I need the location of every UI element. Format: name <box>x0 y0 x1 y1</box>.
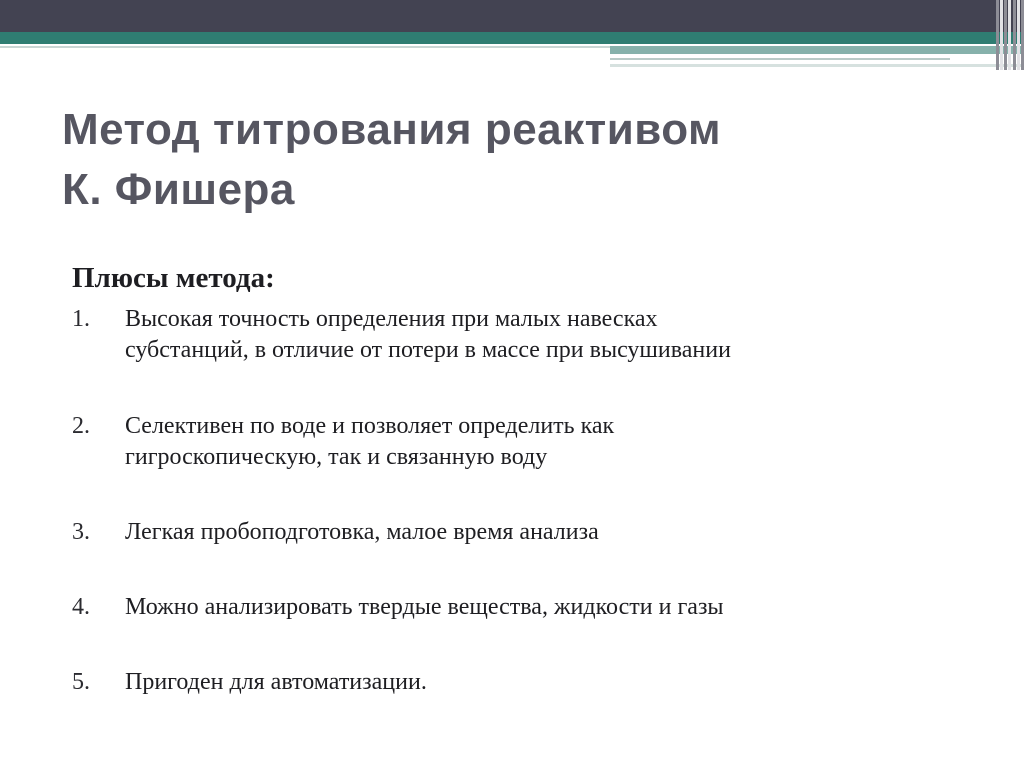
slide-title-line-2: К. Фишера <box>62 165 295 214</box>
header-line-light-2 <box>610 64 1024 67</box>
header-line-gray <box>0 46 610 48</box>
header-bar-teal-thin <box>610 46 1024 54</box>
slide-title <box>62 100 962 220</box>
list-item-text: Можно анализировать твердые вещества, жидкости и газы <box>125 594 724 620</box>
list-item-text: Легкая пробоподготовка, малое время анализа <box>125 519 599 545</box>
header-line-light <box>610 58 950 60</box>
advantages-list <box>72 304 952 698</box>
list-item-number: 4. <box>72 594 90 620</box>
slide-title-line-1: Метод титрования реактивом <box>62 105 722 154</box>
list-item-number: 5. <box>72 669 90 695</box>
header-bar-dark <box>0 0 1024 32</box>
list-item <box>72 304 952 366</box>
section-subtitle: Плюсы метода: <box>72 262 275 294</box>
list-item-text-line-2: субстанций, в отличие от потери в массе при высушивании <box>125 337 731 363</box>
list-item-text: Пригоден для автоматизации. <box>125 669 427 695</box>
list-item <box>72 667 952 698</box>
list-item <box>72 411 952 473</box>
list-item <box>72 517 952 548</box>
corner-stripes-decoration <box>996 0 1024 70</box>
header-bar-teal <box>0 32 1024 44</box>
slide-content <box>72 258 952 742</box>
list-item-text-line-1: Высокая точность определения при малых навесках <box>125 306 658 332</box>
list-item-number: 1. <box>72 306 90 332</box>
list-item-text-line-1: Селективен по воде и позволяет определить как <box>125 413 615 439</box>
list-item-number: 3. <box>72 519 90 545</box>
list-item-text-line-2: гигроскопическую, так и связанную воду <box>125 444 548 470</box>
list-item <box>72 592 952 623</box>
list-item-number: 2. <box>72 413 90 439</box>
